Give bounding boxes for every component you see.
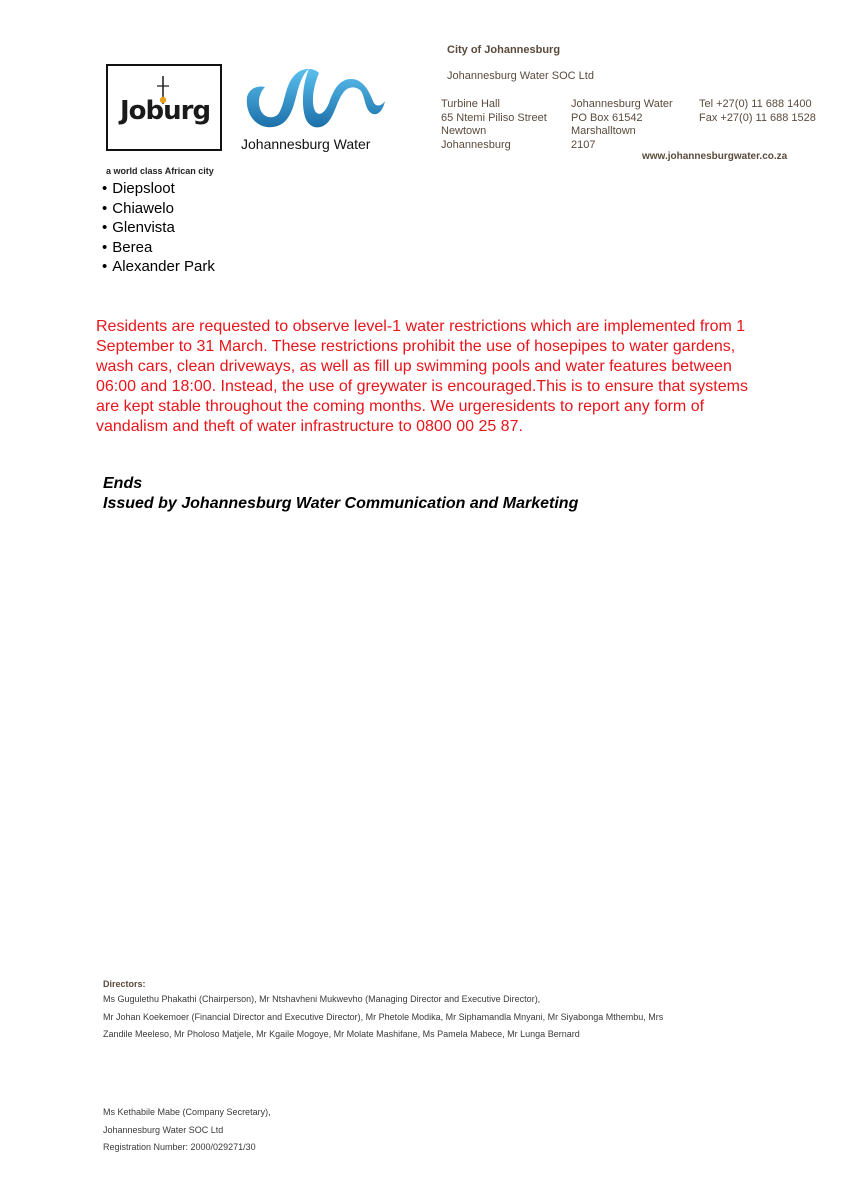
company-name: Johannesburg Water SOC Ltd <box>447 70 594 82</box>
company-name-footer: Johannesburg Water SOC Ltd <box>103 1124 224 1135</box>
org-name: City of Johannesburg <box>447 44 561 56</box>
list-item: • Glenvista <box>102 218 215 238</box>
affected-areas-list <box>102 179 215 277</box>
water-restriction-notice: Residents are requested to observe level-1 water restrictions which are implemented from 1 September to 31 March. These restrictions prohibit the use of hosepipes to water gardens, wash cars, clean driveways, as well as fill up swimming pools and water features between 06:00 and 18:00. Instead, the use of greywater is encouraged.This is to ensure that systems are kept stable throughout the coming months. We urgeresidents to report any form of vandalism and theft of water infrastructure to 0800 00 25 87. <box>96 318 748 435</box>
address-line: Marshalltown <box>571 125 636 137</box>
johannesburg-water-logo-icon <box>243 63 388 135</box>
contact-numbers <box>699 98 816 125</box>
joburg-logo <box>106 64 222 151</box>
ends-label: Ends <box>103 475 143 492</box>
phone-line: Tel +27(0) 11 688 1400 <box>699 98 812 110</box>
website-link[interactable]: www.johannesburgwater.co.za <box>642 151 788 162</box>
issued-by: Issued by Johannesburg Water Communication and Marketing <box>103 495 579 512</box>
joburg-tagline: a world class African city <box>106 166 214 176</box>
list-item: • Chiawelo <box>102 199 215 219</box>
johannesburg-water-wordmark: Johannesburg Water <box>241 136 371 152</box>
directors-line: Zandile Meeleso, Mr Pholoso Matjele, Mr Kgaile Mogoye, Mr Molate Mashifane, Ms Pamela Mabece, Mr Lunga Bernard <box>103 1029 580 1039</box>
address-line: 2107 <box>571 138 596 151</box>
address-line: Johannesburg Water <box>571 98 673 110</box>
joburg-wordmark: Joburg <box>120 96 211 126</box>
address-line: Turbine Hall <box>441 98 500 110</box>
directors-heading: Directors: <box>103 979 146 989</box>
directors-list <box>103 991 663 1044</box>
postal-address <box>571 98 673 152</box>
list-item: • Alexander Park <box>102 257 215 277</box>
company-details <box>103 1104 271 1157</box>
company-secretary: Ms Kethabile Mabe (Company Secretary), <box>103 1107 271 1117</box>
physical-address <box>441 98 547 152</box>
address-line: PO Box 61542 <box>571 111 643 124</box>
address-line: 65 Ntemi Piliso Street <box>441 111 547 124</box>
closing-block <box>103 474 578 514</box>
directors-line: Mr Johan Koekemoer (Financial Director and Executive Director), Mr Phetole Modika, Mr Siphamandla Mnyani, Mr Siyabonga Mthembu, Mrs <box>103 1011 664 1022</box>
address-line: Newtown <box>441 125 487 137</box>
address-line: Johannesburg <box>441 138 511 151</box>
fax-line: Fax +27(0) 11 688 1528 <box>699 111 816 124</box>
list-item: • Berea <box>102 238 215 258</box>
list-item: • Diepsloot <box>102 179 215 199</box>
directors-line: Ms Gugulethu Phakathi (Chairperson), Mr Ntshavheni Mukwevho (Managing Director and Executive Director), <box>103 994 541 1004</box>
registration-number: Registration Number: 2000/029271/30 <box>103 1142 256 1152</box>
